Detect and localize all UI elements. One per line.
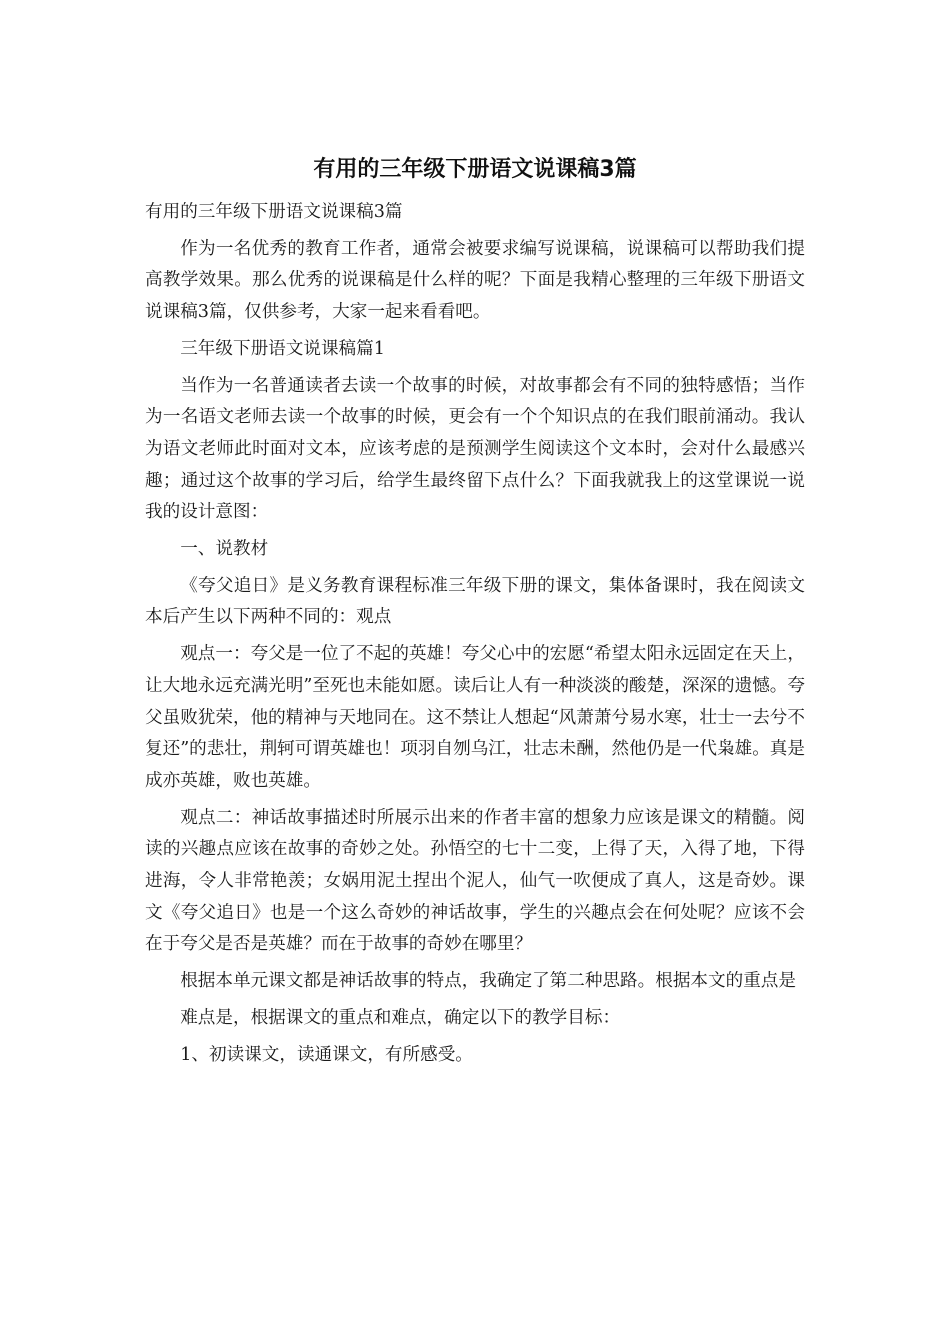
- body-paragraph: 难点是，根据课文的重点和难点，确定以下的教学目标：: [180, 1007, 621, 1028]
- body-paragraph: 《夸父追日》是义务教育课程标准三年级下册的课文，集体备课时，我在阅读文本后产生以下两种不同的：观点: [145, 575, 805, 628]
- section-heading-lesson-1: 三年级下册语文说课稿篇1: [180, 338, 385, 359]
- body-paragraph: 根据本单元课文都是神话故事的特点，我确定了第二种思路。根据本文的重点是: [180, 971, 796, 992]
- list-item: 1、初读课文，读通课文，有所感受。: [180, 1044, 473, 1065]
- intro-paragraph: 作为一名优秀的教育工作者，通常会被要求编写说课稿，说课稿可以帮助我们提高教学效果。那么优秀的说课稿是什么样的呢？下面是我精心整理的三年级下册语文说课稿3篇，仅供参考，大家一起来看看吧。: [145, 238, 805, 323]
- document-title: 有用的三年级下册语文说课稿3篇: [313, 157, 637, 182]
- body-paragraph: 当作为一名普通读者去读一个故事的时候，对故事都会有不同的独特感悟；当作为一名语文老师去读一个故事的时候，更会有一个个知识点的在我们眼前涌动。我认为语文老师此时面对文本，应该考虑的是预测学生阅读这个文本时，会对什么最感兴趣；通过这个故事的学习后，给学生最终留下点什么？下面我就我上的这堂课说一说我的设计意图：: [145, 375, 805, 523]
- body-paragraph: 观点一：夸父是一位了不起的英雄！夸父心中的宏愿“希望太阳永远固定在天上，让大地永远充满光明”至死也未能如愿。读后让人有一种淡淡的酸楚，深深的遗憾。夸父虽败犹荣，他的精神与天地同在。这不禁让人想起“风萧萧兮易水寒，壮士一去兮不复还”的悲壮，荆轲可谓英雄也！项羽自刎乌江，壮志未酬，然他仍是一代枭雄。真是成亦英雄，败也英雄。: [145, 644, 805, 791]
- subtitle-paragraph: 有用的三年级下册语文说课稿3篇: [145, 202, 403, 222]
- document-body: [145, 197, 805, 1076]
- section-heading-textbook: 一、说教材: [180, 539, 269, 560]
- body-paragraph: 观点二：神话故事描述时所展示出来的作者丰富的想象力应该是课文的精髓。阅读的兴趣点应该在故事的奇妙之处。孙悟空的七十二变，上得了天，入得了地，下得进海，令人非常艳羡；女娲用泥土捏出个泥人，仙气一吹便成了真人，这是奇妙。课文《夸父追日》也是一个这么奇妙的神话故事，学生的兴趣点会在何处呢？应该不会在于夸父是否是英雄？而在于故事的奇妙在哪里？: [145, 807, 805, 955]
